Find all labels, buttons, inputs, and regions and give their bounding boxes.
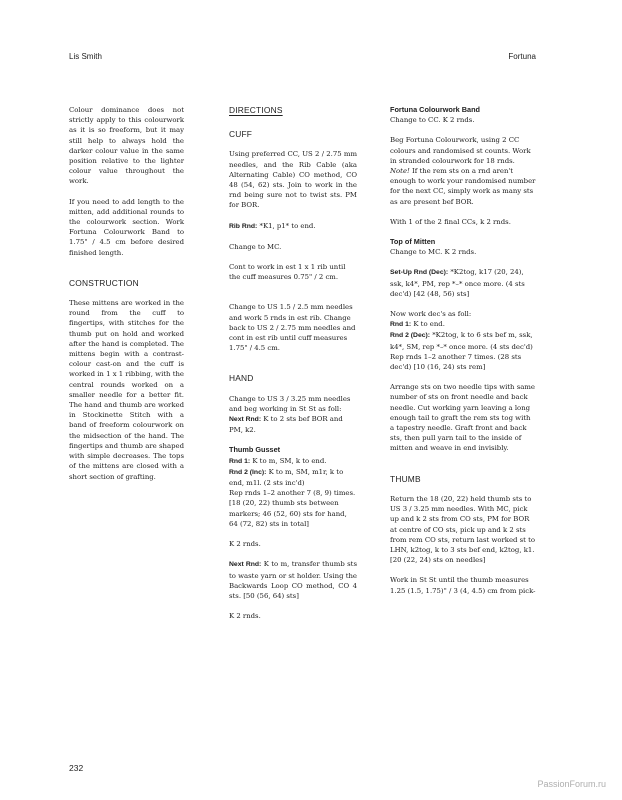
- construction-heading: CONSTRUCTION: [69, 277, 139, 288]
- next-round-2-text: K to m, transfer thumb sts to waste yarn or st holder. Using the Backwards Loop CO method, CO 4 sts. [50 (56, 64) sts]: [229, 560, 357, 600]
- construction-paragraph: These mittens are worked in the round from the cuff to fingertips, with stitches for the thumb put on hold and worked after the hand is completed. The mittens begin with a contrast-colour cast-on and the cuff is worked in 1 x 1 ribbing, with the central rounds worked on a smaller needle for a better fit. The hand and thumb are worked in Stockinette Stitch with a band of freeform colourwork on the midsection of the hand. The fingertips and thumb are shaped with simple decreases. The tops of the mittens are closed with a short section of grafting.: [69, 299, 184, 481]
- intro-paragraph-1: Colour dominance does not strictly apply to this colourwork as it is so freeform, but it may still help to always hold the darker colour value in the same position relative to the lighter colour value throughout the work.: [69, 106, 184, 186]
- thumb-gusset-heading: Thumb Gusset: [229, 445, 281, 455]
- gusset-round-1-label: Rnd 1:: [229, 457, 251, 465]
- band-note: [390, 166, 536, 207]
- top-of-mitten-heading: Top of Mitten: [390, 237, 436, 247]
- change-needles-paragraph: Change to US 1.5 / 2.5 mm needles and work 5 rnds in est rib. Change back to US 2 / 2.75 mm needles and cont in est rib until cuff measures 1.75" / 4.5 cm.: [229, 303, 356, 353]
- directions-heading: DIRECTIONS: [229, 105, 283, 115]
- page-number: 232: [69, 763, 84, 773]
- band-paragraph-1: Change to CC. K 2 rnds.: [390, 116, 475, 125]
- column-2: [229, 105, 357, 631]
- top-repeat: Rep rnds 1–2 another 7 times. (28 sts dec'd) [10 (16, 24) sts rem]: [390, 352, 522, 372]
- gusset-round-2: [229, 467, 357, 488]
- next-round-2-label: Next Rnd:: [229, 561, 262, 569]
- cuff-paragraph: Using preferred CC, US 2 / 2.75 mm needles, and the Rib Cable (aka Alternating Cable) CO method, CO 48 (54, 62) sts. Join to work in the rnd being sure not to twist sts. PM for BOR.: [229, 150, 357, 210]
- next-round-1: [229, 414, 357, 435]
- change-to-mc: Change to MC.: [229, 242, 282, 251]
- setup-round-text: *K2tog, k17 (20, 24), ssk, k4*, PM, rep *–* once more. (4 sts dec'd) [42 (48, 56) sts]: [390, 268, 525, 298]
- gusset-round-2-label: Rnd 2 (Inc):: [229, 468, 267, 476]
- continue-rib: Cont to work in est 1 x 1 rib until the cuff measures 0.75" / 2 cm.: [229, 263, 346, 282]
- top-paragraph-1: Change to MC. K 2 rnds.: [390, 248, 477, 257]
- top-round-2-text: *K2tog, k to 6 sts bef m, ssk, k4*, SM, rep *–* once more. (4 sts dec'd): [390, 331, 533, 351]
- setup-round-label: Set-Up Rnd (Dec):: [390, 269, 449, 277]
- cuff-heading: CUFF: [229, 129, 253, 140]
- rib-round-text: *K1, p1* to end.: [257, 221, 316, 230]
- thumb-paragraph-1: Return the 18 (20, 22) held thumb sts to US 3 / 3.25 mm needles. With MC, pick up and k 2 sts from CO sts, PM for BOR at centre of CO sts, pick up and k 2 sts from rem CO sts, return last worked st to LHN, k2tog, k to 3 sts bef end, k2tog, k1. [20 (22, 24) sts on needles]: [390, 494, 536, 565]
- setup-round: [390, 267, 536, 299]
- top-round-2: [390, 330, 536, 351]
- pattern-title: Fortuna: [508, 52, 536, 61]
- thumb-heading: THUMB: [390, 473, 421, 484]
- next-round-1-text: K to 2 sts bef BOR and PM, k2.: [229, 415, 343, 435]
- band-paragraph-2: Beg Fortuna Colourwork, using 2 CC colours and randomised st counts. Work in stranded colourwork for 18 rnds.: [390, 136, 531, 165]
- next-round-1-label: Next Rnd:: [229, 416, 262, 424]
- author-name: Lis Smith: [69, 52, 102, 61]
- column-3: [390, 105, 536, 606]
- grafting-paragraph: Arrange sts on two needle tips with same number of sts on front needle and back needle. Cut working yarn leaving a long enough tail to graft the rem sts tog with a tapestry needle. Graft front and back sts, then pull yarn tail to the inside of mitten and weave in end invisibly.: [390, 383, 535, 453]
- gusset-round-1: [229, 456, 357, 467]
- gusset-round-2-text: K to m, SM, m1r, k to end, m1l. (2 sts inc'd): [229, 467, 344, 488]
- note-text: If the rem sts on a rnd aren't enough to work your randomised number for the next CC, simply work as many sts as are present bef BOR.: [390, 167, 536, 206]
- top-round-1-text: K to end.: [411, 320, 445, 329]
- colourwork-band-heading: Fortuna Colourwork Band: [390, 105, 480, 114]
- top-round-1: [390, 319, 536, 330]
- final-ccs-paragraph: With 1 of the 2 final CCs, k 2 rnds.: [390, 217, 511, 226]
- watermark: PassionForum.ru: [537, 779, 606, 789]
- hand-paragraph: Change to US 3 / 3.25 mm needles and beg working in St St as foll:: [229, 394, 351, 413]
- rib-round: [229, 221, 357, 232]
- gusset-repeat: Rep rnds 1–2 another 7 (8, 9) times. [18 (20, 22) thumb sts between markers; 46 (52, 60) sts for hand, 64 (72, 82) sts in total]: [229, 489, 356, 528]
- next-round-2: [229, 559, 357, 601]
- knit-two-rounds-b: K 2 rnds.: [229, 612, 261, 621]
- knit-two-rounds-a: K 2 rnds.: [229, 540, 261, 549]
- top-round-1-label: Rnd 1:: [390, 321, 412, 329]
- hand-heading: HAND: [229, 373, 254, 384]
- rib-round-label: Rib Rnd:: [229, 222, 258, 230]
- top-round-2-label: Rnd 2 (Dec):: [390, 332, 431, 340]
- intro-paragraph-2: If you need to add length to the mitten, add additional rounds to the colourwork section. Work Fortuna Colourwork Band to 1.75" / 4.5 cm before desired finished length.: [69, 197, 184, 257]
- thumb-paragraph-2: Work in St St until the thumb measures 1.25 (1.5, 1.75)" / 3 (4, 4.5) cm from pick-: [390, 576, 536, 595]
- note-label: Note!: [390, 167, 410, 176]
- now-work-decs: Now work dec's as foll:: [390, 310, 472, 319]
- column-1: [69, 105, 184, 492]
- gusset-round-1-text: K to m, SM, k to end.: [250, 456, 327, 465]
